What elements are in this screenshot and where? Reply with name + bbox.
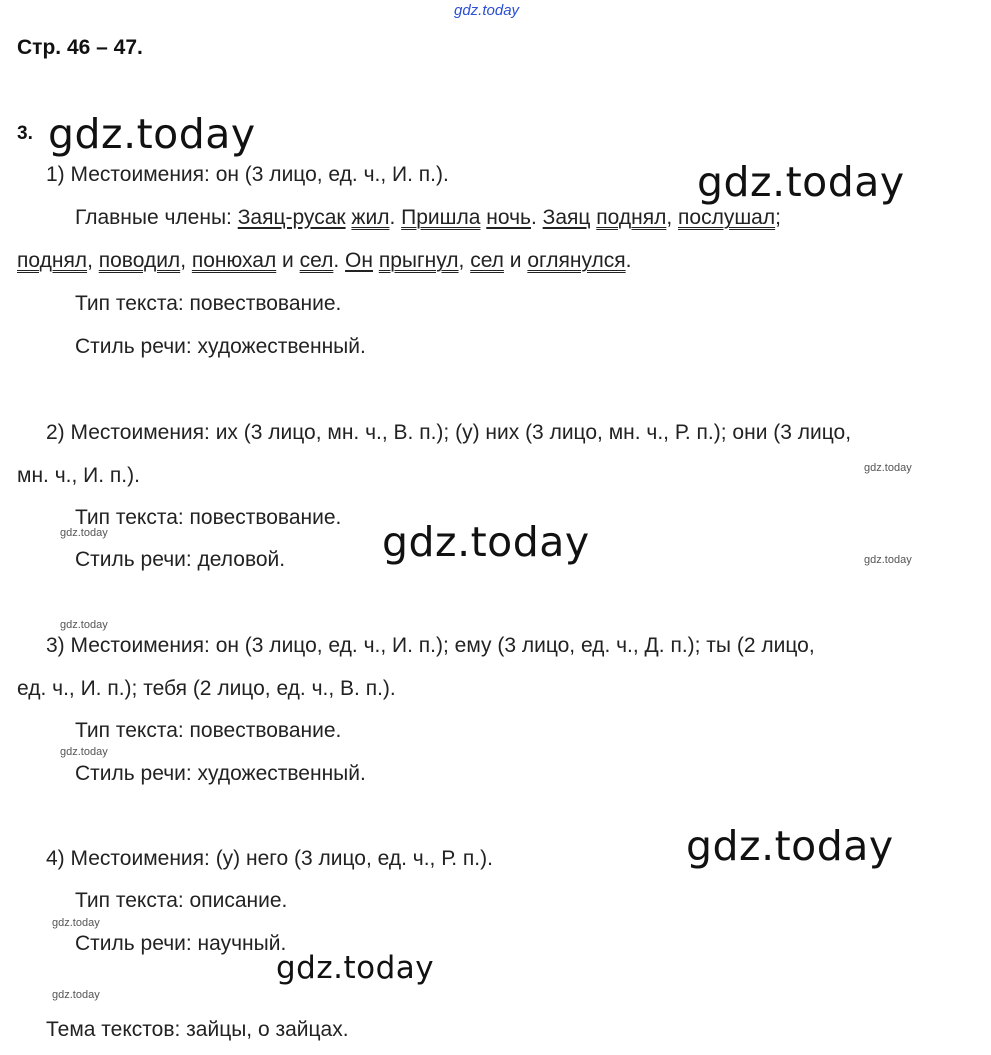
punctuation: .: [530, 206, 543, 229]
s3-pronouns-line2: ед. ч., И. п.); тебя (2 лицо, ед. ч., В. п.).: [17, 677, 396, 700]
s4-pronouns: 4) Местоимения: (у) него (3 лицо, ед. ч., Р. п.).: [46, 847, 493, 870]
predicate-word: сел: [470, 249, 504, 272]
predicate-word: прыгнул: [378, 249, 459, 272]
punctuation: .: [625, 249, 632, 272]
main-members-label: Главные члены:: [75, 206, 232, 229]
punctuation: ,: [180, 249, 192, 272]
watermark-large: gdz.today: [686, 822, 894, 870]
watermark-small: gdz.today: [60, 746, 108, 758]
watermark-top: gdz.today: [454, 2, 520, 19]
watermark-small: gdz.today: [52, 917, 100, 929]
predicate-word: поднял: [596, 206, 667, 229]
predicate-word: оглянулся: [527, 249, 626, 272]
punctuation: .: [333, 249, 346, 272]
subject-word: Заяц: [542, 206, 591, 229]
s4-speech-style: Стиль речи: научный.: [75, 932, 287, 955]
predicate-word: поводил: [98, 249, 181, 272]
punctuation: ,: [458, 249, 471, 272]
watermark-large: gdz.today: [382, 518, 590, 566]
predicate-word: Пришла: [401, 206, 481, 229]
predicate-word: жил: [351, 206, 390, 229]
punctuation: ,: [87, 249, 99, 272]
watermark-small: gdz.today: [864, 554, 912, 566]
predicate-word: понюхал: [191, 249, 277, 272]
watermark-small: gdz.today: [60, 527, 108, 539]
main-members-words: [17, 249, 631, 272]
main-members-words: [238, 206, 781, 229]
predicate-word: послушал: [678, 206, 776, 229]
predicate-word: сел: [299, 249, 334, 272]
predicate-word: поднял: [17, 249, 88, 272]
watermark-large: gdz.today: [276, 950, 435, 986]
topic-line: Тема текстов: зайцы, о зайцах.: [46, 1018, 349, 1041]
punctuation: и: [276, 249, 300, 272]
s2-pronouns-line2: мн. ч., И. п.).: [17, 464, 140, 487]
s1-main-members-line2: [17, 248, 631, 274]
punctuation: .: [389, 206, 402, 229]
s3-text-type: Тип текста: повествование.: [75, 719, 342, 742]
s1-pronouns: 1) Местоимения: он (3 лицо, ед. ч., И. п.).: [46, 163, 449, 186]
task-number: 3.: [17, 123, 33, 144]
punctuation: ,: [666, 206, 679, 229]
watermark-small: gdz.today: [864, 462, 912, 474]
s1-speech-style: Стиль речи: художественный.: [75, 335, 366, 358]
watermark-small: gdz.today: [60, 619, 108, 631]
punctuation: ;: [775, 206, 781, 229]
subject-word: Заяц-русак: [237, 206, 346, 229]
s2-pronouns-line1: 2) Местоимения: их (3 лицо, мн. ч., В. п.); (у) них (3 лицо, мн. ч., Р. п.); они (3 лицо,: [46, 421, 852, 444]
s3-speech-style: Стиль речи: художественный.: [75, 762, 366, 785]
watermark-large: gdz.today: [48, 110, 256, 158]
s1-main-members-line1: [75, 205, 781, 231]
watermark-small: gdz.today: [52, 989, 100, 1001]
subject-word: Он: [345, 249, 373, 272]
s1-text-type: Тип текста: повествование.: [75, 292, 342, 315]
s3-pronouns-line1: 3) Местоимения: он (3 лицо, ед. ч., И. п.); ему (3 лицо, ед. ч., Д. п.); ты (2 лицо,: [46, 634, 815, 657]
s4-text-type: Тип текста: описание.: [75, 889, 288, 912]
s2-text-type: Тип текста: повествование.: [75, 506, 342, 529]
s2-speech-style: Стиль речи: деловой.: [75, 548, 286, 571]
punctuation: и: [503, 249, 528, 272]
page-title: Стр. 46 – 47.: [17, 36, 143, 59]
subject-word: ночь: [486, 206, 531, 229]
watermark-large: gdz.today: [697, 158, 905, 206]
